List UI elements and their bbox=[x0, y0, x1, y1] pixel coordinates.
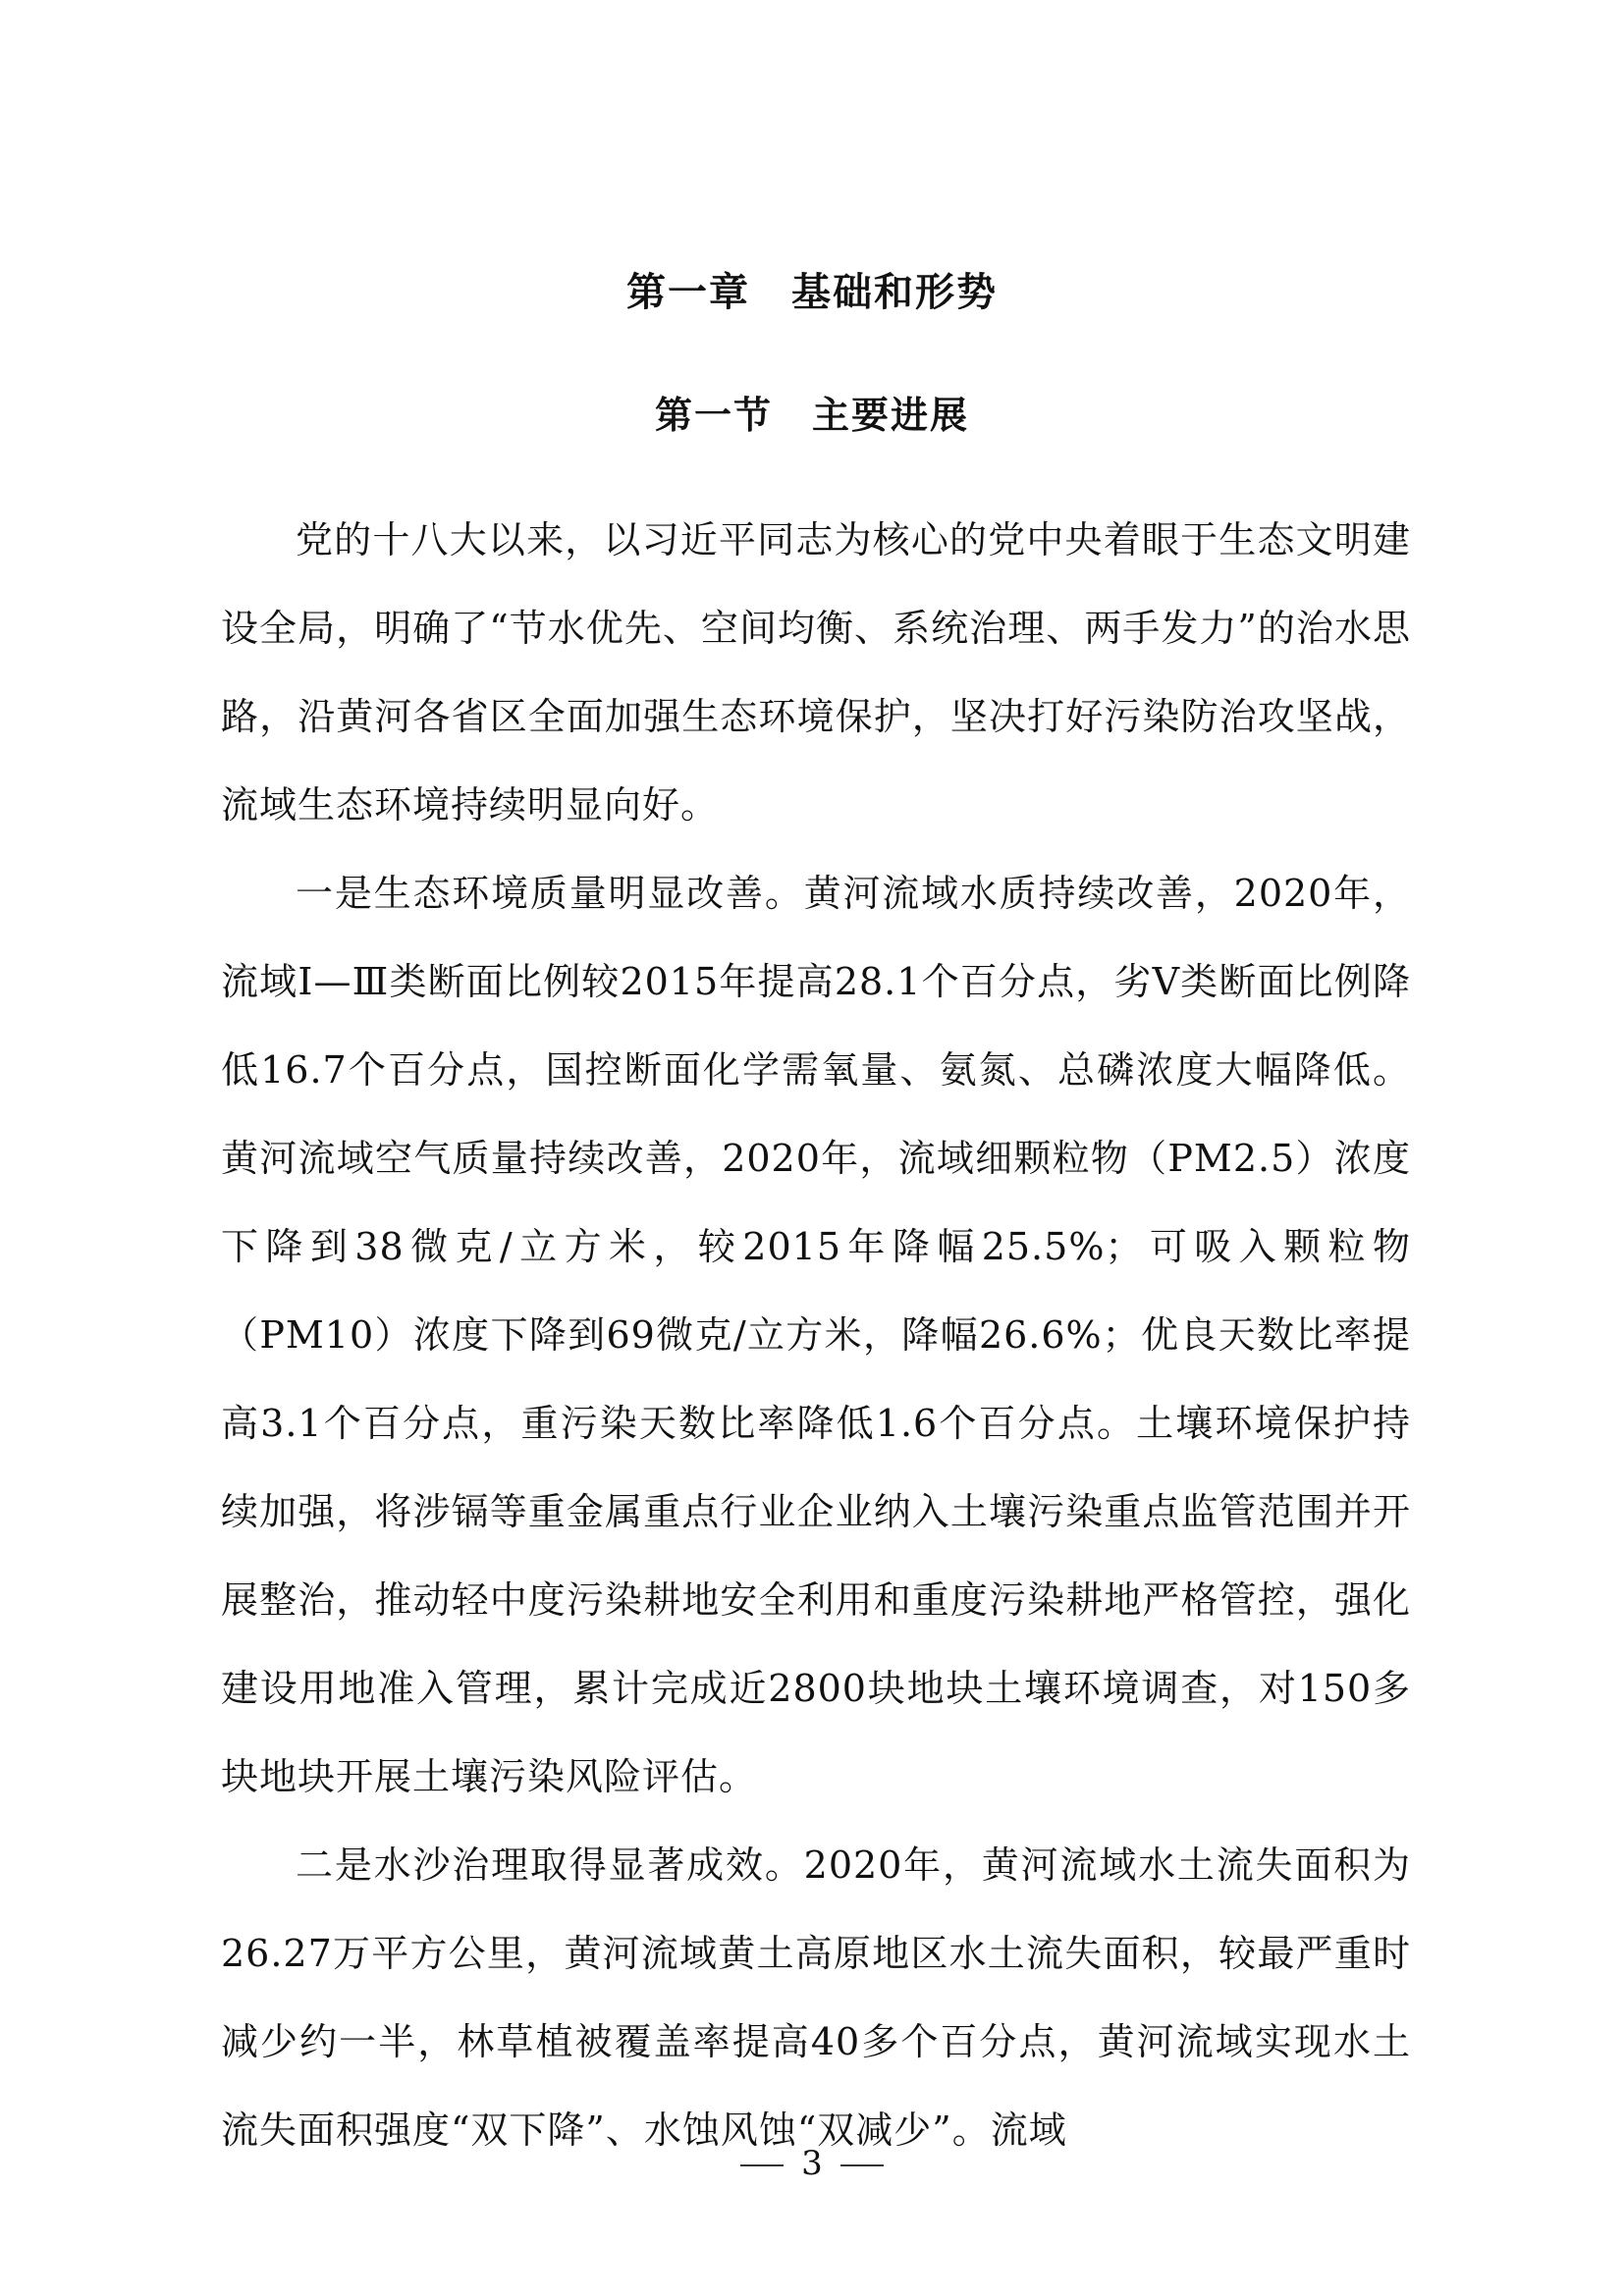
paragraph: 二是水沙治理取得显著成效。2020年，黄河流域水土流失面积为26.27万平方公里，黄河流域黄土高原地区水土流失面积，较最严重时减少约一半，林草植被覆盖率提高40多个百分点，黄河流域实现水土流失面积强度“双下降”、水蚀风蚀“双减少”。流域 bbox=[221, 1843, 1411, 2152]
paragraph: 一是生态环境质量明显改善。黄河流域水质持续改善，2020年，流域Ⅰ—Ⅲ类断面比例较2015年提高28.1个百分点，劣Ⅴ类断面比例降低16.7个百分点，国控断面化学需氧量、氨氮、总磷浓度大幅降低。黄河流域空气质量持续改善，2020年，流域细颗粒物（PM2.5）浓度下降到38微克/立方米，较2015年降幅25.5%；可吸入颗粒物（PM10）浓度下降到69微克/立方米，降幅26.6%；优良天数比率提高3.1个百分点，重污染天数比率降低1.6个百分点。土壤环境保护持续加强，将涉镉等重金属重点行业企业纳入土壤污染重点监管范围并开展整治，推动轻中度污染耕地安全利用和重度污染耕地严格管控，强化建设用地准入管理，累计完成近2800块地块土壤环境调查，对150多块地块开展土壤污染风险评估。 bbox=[221, 872, 1411, 1798]
paragraph: 党的十八大以来，以习近平同志为核心的党中央着眼于生态文明建设全局，明确了“节水优先、空间均衡、系统治理、两手发力”的治水思路，沿黄河各省区全面加强生态环境保护，坚决打好污染防治攻坚战，流域生态环境持续明显向好。 bbox=[221, 518, 1411, 827]
section-title: 第一节 主要进展 bbox=[654, 394, 969, 437]
page-number: 3 bbox=[801, 2144, 823, 2183]
footer-dash-left bbox=[740, 2164, 784, 2166]
chapter-title: 第一章 基础和形势 bbox=[626, 270, 998, 315]
body-text bbox=[221, 496, 1411, 2174]
page-footer bbox=[0, 2140, 1624, 2187]
footer-dash-right bbox=[840, 2164, 884, 2166]
